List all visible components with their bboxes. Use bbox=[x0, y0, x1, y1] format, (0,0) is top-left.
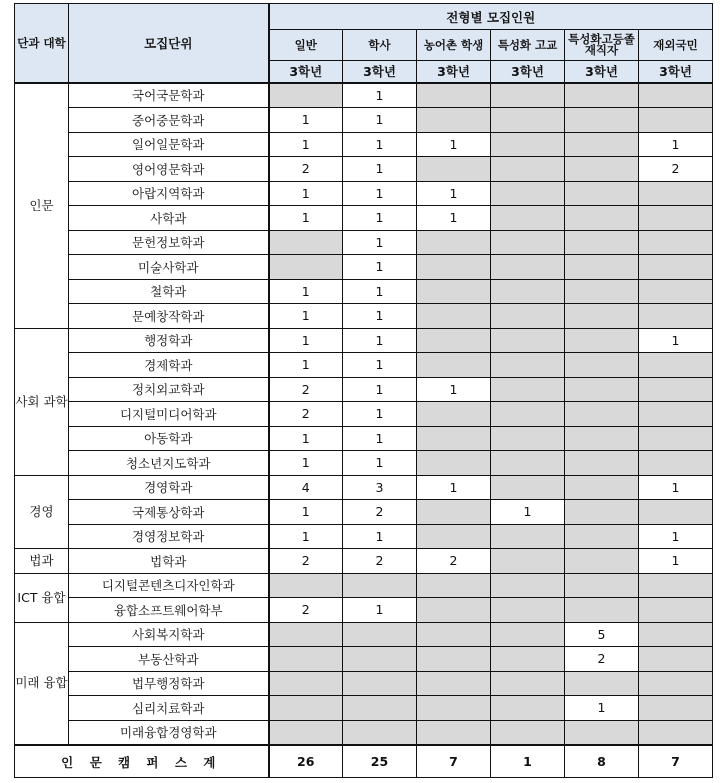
table-row bbox=[15, 426, 713, 451]
department-name: 경영학과 bbox=[69, 475, 269, 500]
quota-cell bbox=[417, 524, 491, 549]
quota-cell bbox=[565, 475, 639, 500]
quota-cell bbox=[565, 377, 639, 402]
table-row bbox=[15, 598, 713, 623]
header-year-2: 3학년 bbox=[417, 61, 491, 83]
quota-cell bbox=[269, 622, 343, 647]
quota-cell bbox=[565, 402, 639, 427]
department-name: 국제통상학과 bbox=[69, 500, 269, 525]
quota-cell bbox=[639, 230, 713, 255]
quota-cell: 2 bbox=[269, 598, 343, 623]
department-name: 국어국문학과 bbox=[69, 83, 269, 108]
quota-cell: 1 bbox=[417, 377, 491, 402]
quota-cell: 1 bbox=[343, 181, 417, 206]
quota-cell: 2 bbox=[269, 157, 343, 182]
quota-cell: 1 bbox=[639, 475, 713, 500]
quota-cell bbox=[417, 108, 491, 133]
quota-cell: 1 bbox=[269, 304, 343, 329]
department-name: 법학과 bbox=[69, 549, 269, 574]
table-row bbox=[15, 573, 713, 598]
quota-cell bbox=[417, 83, 491, 108]
department-name: 디지털미디어학과 bbox=[69, 402, 269, 427]
quota-cell bbox=[491, 720, 565, 745]
quota-cell bbox=[565, 328, 639, 353]
quota-cell bbox=[565, 304, 639, 329]
quota-cell bbox=[565, 181, 639, 206]
department-name: 철학과 bbox=[69, 279, 269, 304]
department-name: 디지털콘텐츠디자인학과 bbox=[69, 573, 269, 598]
quota-cell: 1 bbox=[269, 451, 343, 476]
quota-cell bbox=[565, 353, 639, 378]
quota-cell: 1 bbox=[417, 206, 491, 231]
table-row bbox=[15, 108, 713, 133]
quota-cell bbox=[639, 573, 713, 598]
quota-cell bbox=[491, 157, 565, 182]
quota-cell bbox=[491, 647, 565, 672]
table-row bbox=[15, 647, 713, 672]
quota-cell: 1 bbox=[565, 696, 639, 721]
quota-cell bbox=[491, 671, 565, 696]
quota-cell: 1 bbox=[269, 206, 343, 231]
quota-cell bbox=[639, 451, 713, 476]
quota-cell bbox=[565, 598, 639, 623]
department-name: 미래융합경영학과 bbox=[69, 720, 269, 745]
quota-cell bbox=[491, 426, 565, 451]
quota-cell bbox=[639, 426, 713, 451]
quota-cell bbox=[565, 230, 639, 255]
college-name: 법과 bbox=[15, 549, 69, 574]
quota-cell: 2 bbox=[417, 549, 491, 574]
total-value: 7 bbox=[639, 745, 713, 778]
header-year-1: 3학년 bbox=[343, 61, 417, 83]
quota-cell: 1 bbox=[269, 524, 343, 549]
quota-cell: 1 bbox=[417, 475, 491, 500]
quota-cell bbox=[491, 206, 565, 231]
table-row bbox=[15, 157, 713, 182]
quota-cell: 1 bbox=[491, 500, 565, 525]
quota-cell: 4 bbox=[269, 475, 343, 500]
quota-cell bbox=[269, 573, 343, 598]
quota-cell bbox=[639, 622, 713, 647]
quota-cell bbox=[417, 696, 491, 721]
department-name: 사학과 bbox=[69, 206, 269, 231]
header-column-1: 학사 bbox=[343, 30, 417, 61]
quota-cell bbox=[639, 353, 713, 378]
table-row bbox=[15, 402, 713, 427]
header-column-3: 특성화 고교 bbox=[491, 30, 565, 61]
total-row bbox=[15, 745, 713, 778]
quota-cell bbox=[639, 304, 713, 329]
quota-cell: 2 bbox=[639, 157, 713, 182]
quota-cell bbox=[565, 500, 639, 525]
quota-cell bbox=[343, 622, 417, 647]
quota-cell bbox=[491, 304, 565, 329]
quota-cell bbox=[417, 402, 491, 427]
quota-cell: 1 bbox=[343, 328, 417, 353]
quota-cell: 2 bbox=[565, 647, 639, 672]
total-value: 7 bbox=[417, 745, 491, 778]
department-name: 아동학과 bbox=[69, 426, 269, 451]
quota-cell bbox=[417, 255, 491, 280]
quota-cell: 1 bbox=[343, 132, 417, 157]
quota-cell bbox=[639, 108, 713, 133]
quota-cell: 1 bbox=[343, 426, 417, 451]
quota-cell bbox=[343, 720, 417, 745]
quota-cell bbox=[491, 353, 565, 378]
quota-cell: 1 bbox=[269, 328, 343, 353]
quota-cell: 1 bbox=[343, 451, 417, 476]
header-column-2: 농어촌 학생 bbox=[417, 30, 491, 61]
quota-cell bbox=[639, 255, 713, 280]
quota-cell bbox=[639, 181, 713, 206]
quota-cell bbox=[269, 696, 343, 721]
college-name: 미래 융합 bbox=[15, 622, 69, 745]
quota-cell bbox=[417, 598, 491, 623]
department-name: 심리치료학과 bbox=[69, 696, 269, 721]
quota-cell bbox=[269, 83, 343, 108]
quota-cell bbox=[565, 451, 639, 476]
quota-cell bbox=[639, 377, 713, 402]
header-college: 단과 대학 bbox=[15, 4, 69, 83]
quota-cell bbox=[491, 132, 565, 157]
quota-cell bbox=[417, 157, 491, 182]
quota-cell bbox=[491, 696, 565, 721]
quota-cell: 3 bbox=[343, 475, 417, 500]
header-group: 전형별 모집인원 bbox=[269, 4, 713, 30]
header-column-0: 일반 bbox=[269, 30, 343, 61]
quota-cell: 1 bbox=[269, 500, 343, 525]
quota-cell bbox=[343, 647, 417, 672]
quota-cell: 2 bbox=[269, 402, 343, 427]
quota-cell: 2 bbox=[343, 549, 417, 574]
quota-cell bbox=[491, 255, 565, 280]
quota-cell bbox=[491, 230, 565, 255]
quota-cell bbox=[269, 671, 343, 696]
quota-cell bbox=[491, 451, 565, 476]
department-name: 청소년지도학과 bbox=[69, 451, 269, 476]
quota-cell bbox=[491, 573, 565, 598]
quota-cell bbox=[417, 353, 491, 378]
quota-cell: 1 bbox=[343, 304, 417, 329]
total-value: 26 bbox=[269, 745, 343, 778]
quota-cell bbox=[565, 549, 639, 574]
quota-cell: 1 bbox=[269, 426, 343, 451]
table-row bbox=[15, 451, 713, 476]
quota-cell bbox=[343, 573, 417, 598]
quota-cell bbox=[491, 279, 565, 304]
quota-cell bbox=[417, 671, 491, 696]
quota-cell bbox=[417, 328, 491, 353]
quota-cell bbox=[639, 279, 713, 304]
quota-cell: 1 bbox=[343, 377, 417, 402]
quota-cell bbox=[639, 696, 713, 721]
table-row bbox=[15, 524, 713, 549]
table-row bbox=[15, 500, 713, 525]
quota-cell: 1 bbox=[269, 108, 343, 133]
table-row bbox=[15, 230, 713, 255]
quota-cell bbox=[565, 83, 639, 108]
quota-cell: 1 bbox=[639, 549, 713, 574]
total-label: 인 문 캠 퍼 스 계 bbox=[15, 745, 269, 778]
table-row bbox=[15, 622, 713, 647]
quota-cell: 1 bbox=[343, 598, 417, 623]
quota-cell bbox=[491, 549, 565, 574]
quota-cell bbox=[639, 598, 713, 623]
quota-cell bbox=[491, 181, 565, 206]
college-name: 사회 과학 bbox=[15, 328, 69, 475]
quota-cell bbox=[417, 720, 491, 745]
quota-cell bbox=[491, 108, 565, 133]
quota-cell: 1 bbox=[343, 255, 417, 280]
total-value: 1 bbox=[491, 745, 565, 778]
quota-cell bbox=[565, 157, 639, 182]
total-value: 8 bbox=[565, 745, 639, 778]
department-name: 융합소프트웨어학부 bbox=[69, 598, 269, 623]
quota-cell bbox=[491, 622, 565, 647]
table-row bbox=[15, 720, 713, 745]
quota-cell: 2 bbox=[269, 377, 343, 402]
college-name: 경영 bbox=[15, 475, 69, 549]
department-name: 정치외교학과 bbox=[69, 377, 269, 402]
quota-cell bbox=[565, 426, 639, 451]
quota-cell bbox=[417, 573, 491, 598]
department-name: 아랍지역학과 bbox=[69, 181, 269, 206]
quota-cell bbox=[491, 598, 565, 623]
quota-cell: 1 bbox=[269, 279, 343, 304]
department-name: 문헌정보학과 bbox=[69, 230, 269, 255]
quota-cell bbox=[639, 206, 713, 231]
quota-cell bbox=[269, 647, 343, 672]
header-year-3: 3학년 bbox=[491, 61, 565, 83]
quota-cell: 1 bbox=[417, 181, 491, 206]
quota-cell bbox=[565, 720, 639, 745]
quota-cell bbox=[417, 279, 491, 304]
quota-cell: 1 bbox=[639, 132, 713, 157]
quota-cell bbox=[565, 671, 639, 696]
table-row bbox=[15, 304, 713, 329]
header-year-4: 3학년 bbox=[565, 61, 639, 83]
header-column-5: 재외국민 bbox=[639, 30, 713, 61]
quota-cell: 1 bbox=[269, 181, 343, 206]
table-row bbox=[15, 353, 713, 378]
table-row bbox=[15, 377, 713, 402]
quota-cell: 1 bbox=[343, 206, 417, 231]
quota-cell bbox=[565, 132, 639, 157]
quota-cell bbox=[269, 230, 343, 255]
quota-cell bbox=[417, 426, 491, 451]
quota-cell: 1 bbox=[417, 132, 491, 157]
department-name: 부동산학과 bbox=[69, 647, 269, 672]
header-year-5: 3학년 bbox=[639, 61, 713, 83]
table-row bbox=[15, 328, 713, 353]
table-row bbox=[15, 181, 713, 206]
header-column-4: 특성화고등졸 재직자 bbox=[565, 30, 639, 61]
quota-cell: 1 bbox=[639, 524, 713, 549]
quota-cell bbox=[491, 377, 565, 402]
table-row bbox=[15, 549, 713, 574]
quota-cell bbox=[269, 255, 343, 280]
table-row bbox=[15, 475, 713, 500]
quota-cell: 1 bbox=[343, 402, 417, 427]
table-row bbox=[15, 255, 713, 280]
quota-cell bbox=[491, 475, 565, 500]
quota-cell bbox=[417, 622, 491, 647]
quota-cell: 1 bbox=[343, 279, 417, 304]
college-name: 인문 bbox=[15, 83, 69, 329]
quota-cell bbox=[491, 328, 565, 353]
table-row bbox=[15, 132, 713, 157]
quota-cell: 1 bbox=[343, 230, 417, 255]
quota-cell bbox=[565, 206, 639, 231]
quota-cell: 2 bbox=[269, 549, 343, 574]
quota-cell bbox=[639, 500, 713, 525]
admission-quota-table bbox=[14, 3, 713, 778]
quota-cell bbox=[269, 720, 343, 745]
quota-cell bbox=[491, 402, 565, 427]
quota-cell bbox=[565, 255, 639, 280]
department-name: 경영정보학과 bbox=[69, 524, 269, 549]
quota-cell bbox=[639, 83, 713, 108]
quota-cell bbox=[639, 402, 713, 427]
quota-cell bbox=[565, 573, 639, 598]
quota-cell: 1 bbox=[639, 328, 713, 353]
header-year-0: 3학년 bbox=[269, 61, 343, 83]
total-value: 25 bbox=[343, 745, 417, 778]
quota-cell bbox=[639, 720, 713, 745]
quota-cell bbox=[639, 671, 713, 696]
department-name: 문예창작학과 bbox=[69, 304, 269, 329]
quota-cell bbox=[491, 83, 565, 108]
quota-cell: 1 bbox=[269, 132, 343, 157]
department-name: 중어중문학과 bbox=[69, 108, 269, 133]
quota-cell bbox=[565, 108, 639, 133]
department-name: 법무행정학과 bbox=[69, 671, 269, 696]
department-name: 일어일문학과 bbox=[69, 132, 269, 157]
quota-cell bbox=[565, 279, 639, 304]
department-name: 미술사학과 bbox=[69, 255, 269, 280]
quota-cell: 1 bbox=[343, 83, 417, 108]
department-name: 사회복지학과 bbox=[69, 622, 269, 647]
quota-cell bbox=[639, 647, 713, 672]
quota-cell: 1 bbox=[343, 524, 417, 549]
header-unit: 모집단위 bbox=[69, 4, 269, 83]
table-row bbox=[15, 671, 713, 696]
quota-cell: 1 bbox=[343, 157, 417, 182]
department-name: 행정학과 bbox=[69, 328, 269, 353]
quota-cell: 1 bbox=[343, 353, 417, 378]
quota-cell bbox=[417, 304, 491, 329]
quota-cell bbox=[417, 647, 491, 672]
quota-cell: 2 bbox=[343, 500, 417, 525]
admission-table-container bbox=[14, 3, 713, 778]
quota-cell bbox=[491, 524, 565, 549]
quota-cell: 1 bbox=[269, 353, 343, 378]
college-name: ICT 융합 bbox=[15, 573, 69, 622]
quota-cell bbox=[565, 524, 639, 549]
department-name: 영어영문학과 bbox=[69, 157, 269, 182]
quota-cell bbox=[343, 671, 417, 696]
quota-cell bbox=[417, 230, 491, 255]
department-name: 경제학과 bbox=[69, 353, 269, 378]
quota-cell: 1 bbox=[343, 108, 417, 133]
quota-cell bbox=[417, 500, 491, 525]
table-row bbox=[15, 83, 713, 108]
table-row bbox=[15, 279, 713, 304]
quota-cell bbox=[417, 451, 491, 476]
quota-cell bbox=[343, 696, 417, 721]
table-row bbox=[15, 696, 713, 721]
table-row bbox=[15, 206, 713, 231]
quota-cell: 5 bbox=[565, 622, 639, 647]
